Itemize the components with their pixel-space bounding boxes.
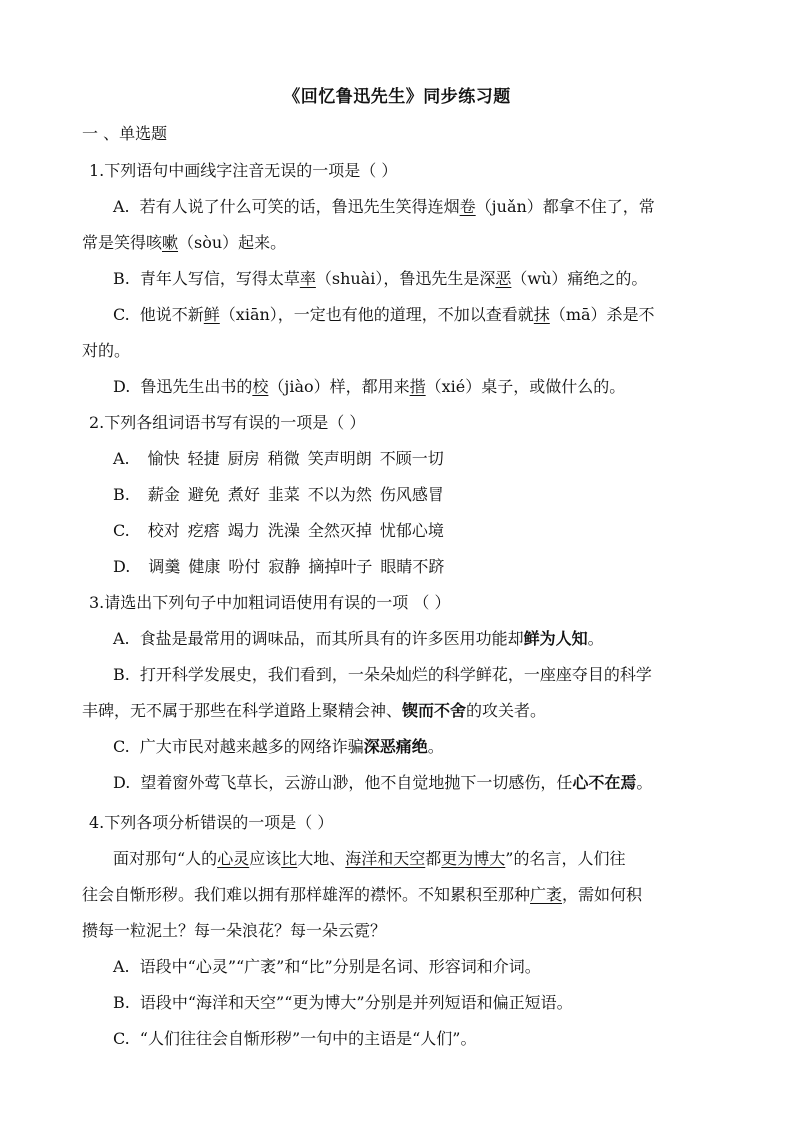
underlined-char: 嗽: [162, 233, 179, 252]
q1-option-c-line1: C. 他说不新鲜（xiān），一定也有他的道理，不加以查看就抹（mā）杀是不: [113, 303, 655, 327]
underlined-phrase: 比: [281, 849, 298, 868]
q4-option-a: A. 语段中“心灵”“广袤”和“比”分别是名词、形容词和介词。: [113, 955, 541, 979]
option-label: C.: [113, 305, 130, 324]
q4-option-c: C. “人们往往会自惭形秽”一句中的主语是“人们”。: [113, 1027, 477, 1051]
q2-option-a: A. 愉快 轻捷 厨房 稍微 笑声明朗 不顾一切: [113, 447, 444, 471]
option-label: B.: [113, 269, 130, 288]
q1-option-c-line2: 对的。: [82, 341, 131, 360]
option-label: A.: [113, 957, 130, 976]
q3-option-b-line2: 丰碑，无不属于那些在科学道路上聚精会神、锲而不舍的攻关者。: [82, 701, 547, 720]
option-label: B.: [113, 665, 130, 684]
q2-option-b: B. 薪金 避免 煮好 韭菜 不以为然 伤风感冒: [113, 483, 444, 507]
bold-phrase: 心不在焉: [572, 773, 637, 792]
q2-option-c: C. 校对 疙瘩 竭力 洗澡 全然灭掉 忧郁心境: [113, 519, 444, 543]
option-label: B.: [113, 485, 130, 504]
underlined-char: 恶: [495, 269, 512, 288]
underlined-phrase: 广袤: [530, 885, 563, 904]
q1-option-a-line1: A. 若有人说了什么可笑的话，鲁迅先生笑得连烟卷（juǎn）都拿不住了，常: [113, 195, 655, 219]
q3-option-d: D. 望着窗外莺飞草长，云游山渺，他不自觉地抛下一切感伤，任心不在焉。: [113, 771, 652, 795]
underlined-char: 揩: [409, 377, 426, 396]
q3-option-b-line1: B. 打开科学发展史，我们看到，一朵朵灿烂的科学鲜花，一座座夺目的科学: [113, 663, 652, 687]
option-label: C.: [113, 737, 130, 756]
section-heading: 一 、单选题: [82, 124, 168, 143]
q3-option-a: A. 食盐是最常用的调味品，而其所具有的许多医用功能却鲜为人知。: [113, 627, 604, 651]
q2-option-d: D. 调羹 健康 吩付 寂静 摘掉叶子 眼睛不跻: [113, 555, 444, 579]
question-2-stem: 2.下列各组词语书写有误的一项是（ ）: [89, 413, 366, 432]
option-label: D.: [113, 377, 131, 396]
option-label: D.: [113, 773, 131, 792]
q4-passage-line2: 往会自惭形秽。我们难以拥有那样雄浑的襟怀。不知累积至那种广袤，需如何积: [82, 885, 643, 904]
question-1-stem: 1.下列语句中画线字注音无误的一项是（ ）: [89, 161, 398, 180]
q4-passage-line3: 攒每一粒泥土？每一朵浪花？每一朵云霓？: [82, 921, 387, 940]
page-title: 《回忆鲁迅先生》同步练习题: [283, 87, 511, 107]
underlined-char: 校: [252, 377, 269, 396]
option-label: A.: [113, 197, 130, 216]
option-label: D.: [113, 557, 131, 576]
option-label: A.: [113, 449, 130, 468]
option-label: A.: [113, 629, 130, 648]
q4-passage-line1: 面对那句“人的心灵应该比大地、海洋和天空都更为博大”的名言，人们往: [113, 849, 626, 868]
question-3-stem: 3.请选出下列句子中加粗词语使用有误的一项 （ ）: [89, 593, 451, 612]
underlined-char: 率: [299, 269, 316, 288]
underlined-char: 卷: [459, 197, 476, 216]
option-label: C.: [113, 521, 130, 540]
bold-phrase: 深恶痛绝: [363, 737, 428, 756]
option-label: B.: [113, 993, 130, 1012]
option-label: C.: [113, 1029, 130, 1048]
bold-phrase: 锲而不舍: [402, 701, 467, 720]
underlined-phrase: 心灵: [217, 849, 250, 868]
underlined-phrase: 海洋和天空: [345, 849, 426, 868]
underlined-char: 鲜: [203, 305, 220, 324]
underlined-phrase: 更为博大: [441, 849, 506, 868]
q1-option-d: D. 鲁迅先生出书的校（jiào）样，都用来揩（xié）桌子，或做什么的。: [113, 375, 625, 399]
underlined-char: 抹: [533, 305, 550, 324]
q3-option-c: C. 广大市民对越来越多的网络诈骗深恶痛绝。: [113, 735, 444, 759]
q4-option-b: B. 语段中“海洋和天空”“更为博大”分别是并列短语和偏正短语。: [113, 991, 573, 1015]
question-4-stem: 4.下列各项分析错误的一项是（ ）: [89, 813, 334, 832]
q1-option-b: B. 青年人写信，写得太草率（shuài），鲁迅先生是深恶（wù）痛绝之的。: [113, 267, 647, 291]
bold-phrase: 鲜为人知: [523, 629, 588, 648]
q1-option-a-line2: 常是笑得咳嗽（sòu）起来。: [82, 233, 287, 252]
